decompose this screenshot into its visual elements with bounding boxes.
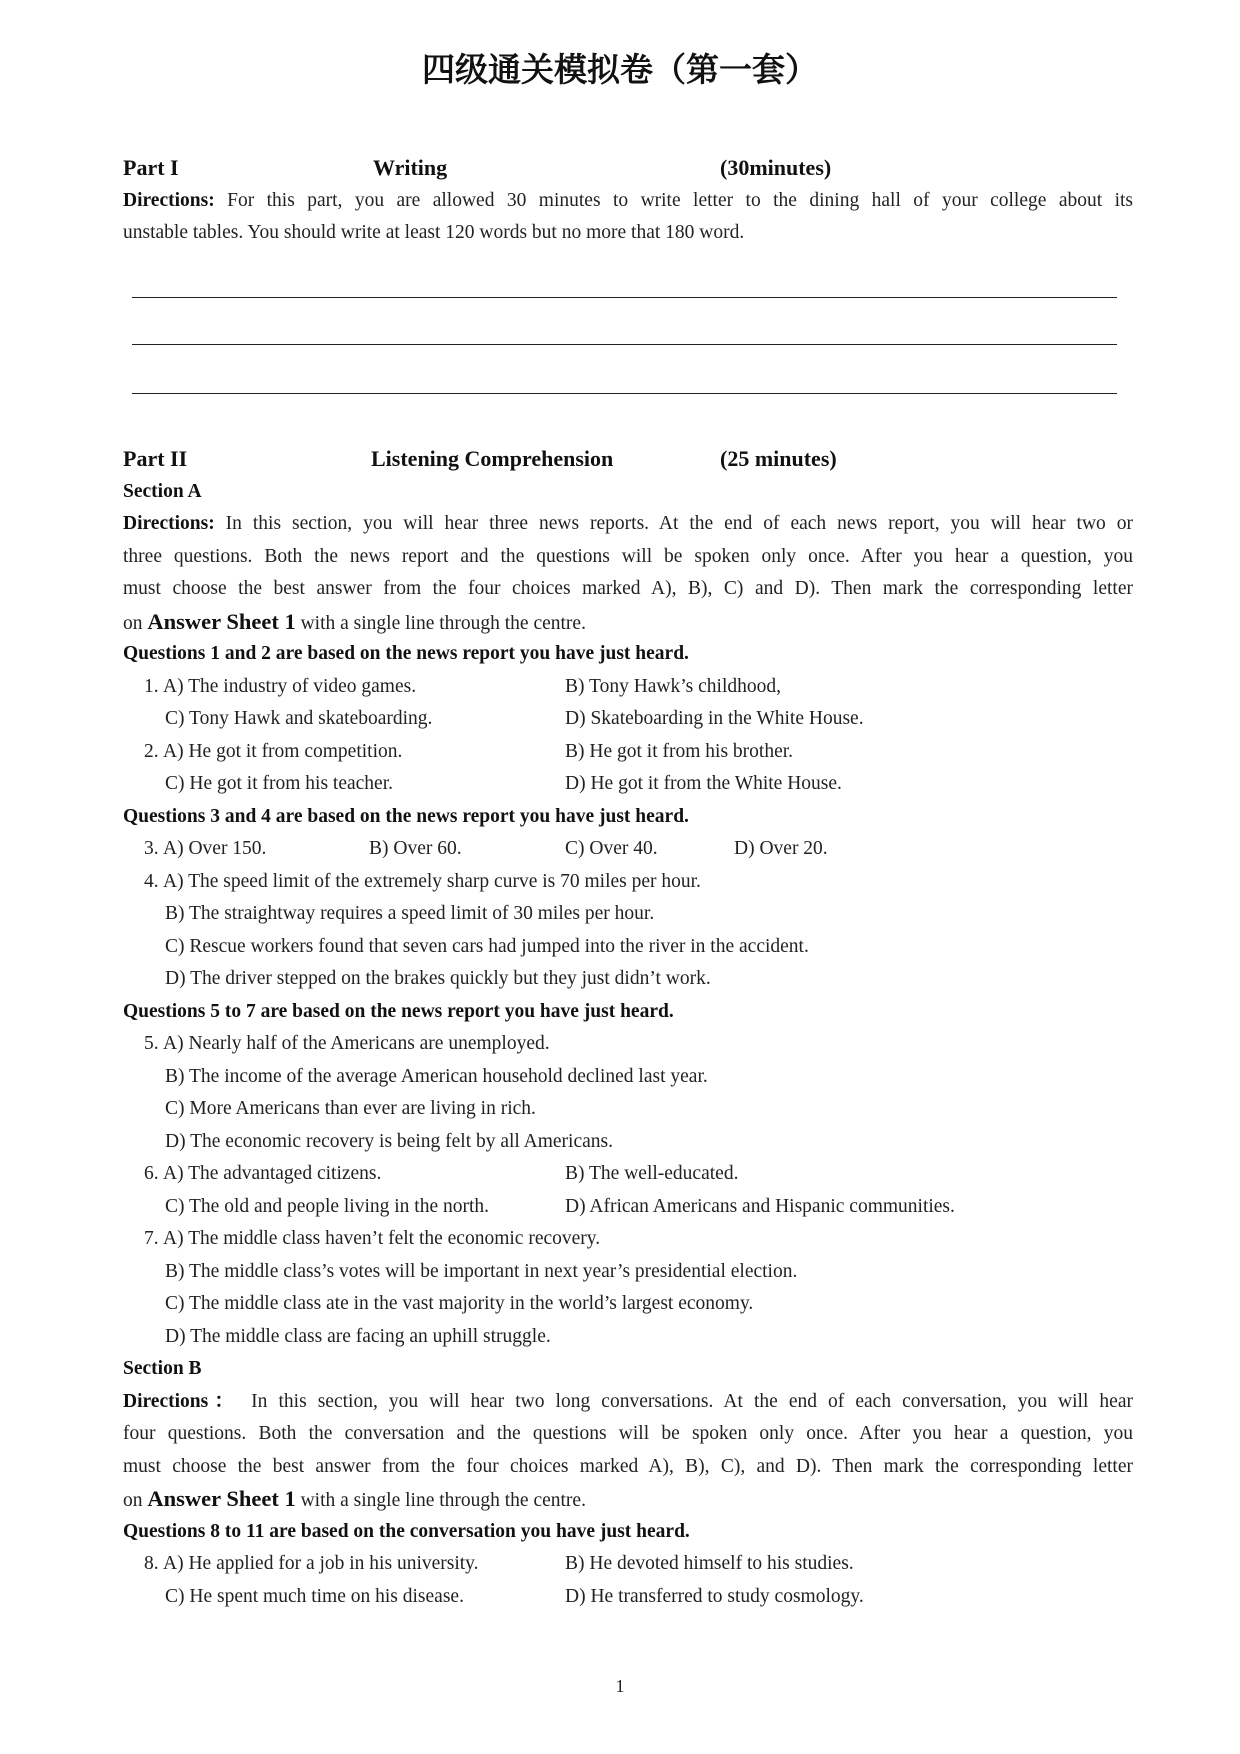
directions-text: with a single line through the centre. — [300, 1490, 586, 1511]
directions-text: In this section, you will hear three news reports. At the end of each news report, you will hear two or — [225, 513, 1134, 534]
question-row — [123, 1256, 1133, 1289]
question-row — [123, 1061, 1133, 1094]
answer-option: C) Over 40. — [565, 838, 658, 859]
question-row — [123, 931, 1133, 964]
part2-header — [123, 443, 1133, 476]
answer-option: B) The well-educated. — [565, 1163, 739, 1184]
question-row — [123, 736, 1133, 769]
question-number: 7. — [144, 1228, 159, 1249]
directions-label: Directions： — [123, 1390, 241, 1412]
answer-option: C) More Americans than ever are living in rich. — [165, 1098, 536, 1119]
answer-option: C) He spent much time on his disease. — [165, 1585, 464, 1607]
question-row — [123, 1581, 1133, 1614]
part1-directions-line: unstable tables. You should write at least 120 words but no more that 180 word. — [123, 222, 745, 243]
question-number: 4. — [144, 870, 159, 892]
question-number: 1. — [144, 675, 159, 697]
answer-option: C) He got it from his teacher. — [165, 773, 393, 794]
answer-option: C) Tony Hawk and skateboarding. — [165, 708, 433, 729]
writing-line[interactable] — [132, 297, 1117, 298]
answer-option: C) The middle class ate in the vast majority in the world’s largest economy. — [165, 1293, 754, 1314]
part2-time: (25 minutes) — [720, 446, 837, 471]
answer-option: D) The middle class are facing an uphill struggle. — [165, 1325, 551, 1347]
answer-option: B) Tony Hawk’s childhood, — [565, 675, 782, 697]
question-row — [123, 963, 1133, 996]
answer-option: B) The straightway requires a speed limit of 30 miles per hour. — [165, 903, 655, 924]
answer-option: B) The income of the average American household declined last year. — [165, 1065, 708, 1087]
question-group-heading: Questions 1 and 2 are based on the news report you have just heard. — [123, 643, 689, 664]
answer-option: A) The speed limit of the extremely sharp curve is 70 miles per hour. — [163, 870, 701, 892]
directions-line — [123, 541, 1133, 574]
directions-text: For this part, you are allowed 30 minutes to write letter to the dining hall of your college about its — [227, 189, 1134, 211]
answer-sheet-label: Answer Sheet 1 — [147, 608, 296, 634]
question-row — [123, 1288, 1133, 1321]
answer-option: D) He transferred to study cosmology. — [565, 1585, 864, 1607]
answer-option: A) Nearly half of the Americans are unemployed. — [163, 1033, 550, 1054]
question-number: 8. — [144, 1553, 159, 1574]
question-row — [123, 703, 1133, 736]
answer-option: A) The industry of video games. — [163, 675, 417, 697]
answer-option: A) He got it from competition. — [163, 740, 403, 762]
question-row — [123, 1126, 1133, 1159]
part2-label: Part II — [123, 446, 188, 471]
question-row — [123, 768, 1133, 801]
directions-line — [123, 1386, 1133, 1419]
question-number: 6. — [144, 1163, 159, 1184]
directions-text: on — [123, 1490, 143, 1511]
answer-option: D) The driver stepped on the brakes quickly but they just didn’t work. — [165, 968, 711, 989]
part1-header — [123, 152, 1133, 185]
answer-option: D) African Americans and Hispanic communities. — [565, 1195, 955, 1217]
writing-line[interactable] — [132, 393, 1117, 394]
directions-line — [123, 1451, 1133, 1484]
answer-option: B) The middle class’s votes will be important in next year’s presidential election. — [165, 1260, 798, 1282]
question-group-heading: Questions 5 to 7 are based on the news report you have just heard. — [123, 1000, 674, 1022]
part1-time: (30minutes) — [720, 155, 832, 180]
answer-option: B) He devoted himself to his studies. — [565, 1553, 854, 1574]
directions-label: Directions: — [123, 189, 215, 211]
question-group-heading: Questions 8 to 11 are based on the conversation you have just heard. — [123, 1520, 690, 1542]
answer-option: B) Over 60. — [369, 838, 462, 859]
question-number: 3. — [144, 838, 159, 859]
section-label: Section A — [123, 480, 202, 502]
question-number: 5. — [144, 1033, 159, 1054]
part2 — [123, 443, 1133, 1613]
question-row — [123, 1158, 1133, 1191]
directions-line — [123, 1418, 1133, 1451]
answer-option: C) Rescue workers found that seven cars had jumped into the river in the accident. — [165, 935, 809, 957]
page-number: 1 — [615, 1676, 625, 1696]
question-row — [123, 1093, 1133, 1126]
directions-line — [123, 573, 1133, 606]
answer-option: A) Over 150. — [163, 838, 267, 859]
directions-text: with a single line through the centre. — [300, 612, 586, 634]
answer-option: A) He applied for a job in his university. — [163, 1553, 479, 1574]
question-row — [123, 833, 1133, 866]
question-row — [123, 1321, 1133, 1354]
answer-option: A) The advantaged citizens. — [163, 1163, 382, 1184]
question-row — [123, 1548, 1133, 1581]
answer-option: D) Skateboarding in the White House. — [565, 708, 864, 729]
question-number: 2. — [144, 740, 159, 762]
writing-line[interactable] — [132, 344, 1117, 345]
part1 — [123, 152, 1133, 250]
question-group-heading: Questions 3 and 4 are based on the news report you have just heard. — [123, 805, 689, 827]
directions-label: Directions: — [123, 513, 215, 534]
directions-text: must choose the best answer from the four choices marked A), B), C), and D). Then mark the corresponding letter — [123, 1455, 1133, 1477]
answer-option: B) He got it from his brother. — [565, 740, 794, 762]
question-row — [123, 898, 1133, 931]
answer-option: D) The economic recovery is being felt by all Americans. — [165, 1130, 613, 1152]
part2-name: Listening Comprehension — [371, 446, 614, 471]
question-row — [123, 866, 1133, 899]
question-row — [123, 1223, 1133, 1256]
directions-line — [123, 508, 1133, 541]
answer-option: D) Over 20. — [734, 838, 828, 859]
directions-line — [123, 1483, 1133, 1516]
directions-line — [123, 606, 1133, 639]
part1-label: Part I — [123, 155, 179, 180]
directions-text: on — [123, 612, 143, 634]
directions-text: four questions. Both the conversation and the questions will be spoken only once. After you hear a question, you — [123, 1423, 1133, 1444]
answer-option: D) He got it from the White House. — [565, 773, 842, 794]
question-row — [123, 1028, 1133, 1061]
part1-directions-line — [123, 185, 1133, 218]
directions-text: must choose the best answer from the four choices marked A), B), C) and D). Then mark the corresponding letter — [123, 578, 1133, 599]
answer-sheet-label: Answer Sheet 1 — [147, 1486, 296, 1511]
answer-option: C) The old and people living in the north. — [165, 1195, 490, 1217]
directions-text: In this section, you will hear two long conversations. At the end of each conversation, you will hear — [251, 1390, 1133, 1412]
section-label: Section B — [123, 1358, 202, 1379]
document-title: 四级通关模拟卷（第一套） — [422, 50, 818, 89]
directions-text: three questions. Both the news report and the questions will be spoken only once. After you hear a question, you — [123, 545, 1133, 567]
question-row — [123, 1191, 1133, 1224]
answer-option: A) The middle class haven’t felt the economic recovery. — [163, 1228, 601, 1249]
part1-name: Writing — [373, 155, 448, 180]
question-row — [123, 671, 1133, 704]
